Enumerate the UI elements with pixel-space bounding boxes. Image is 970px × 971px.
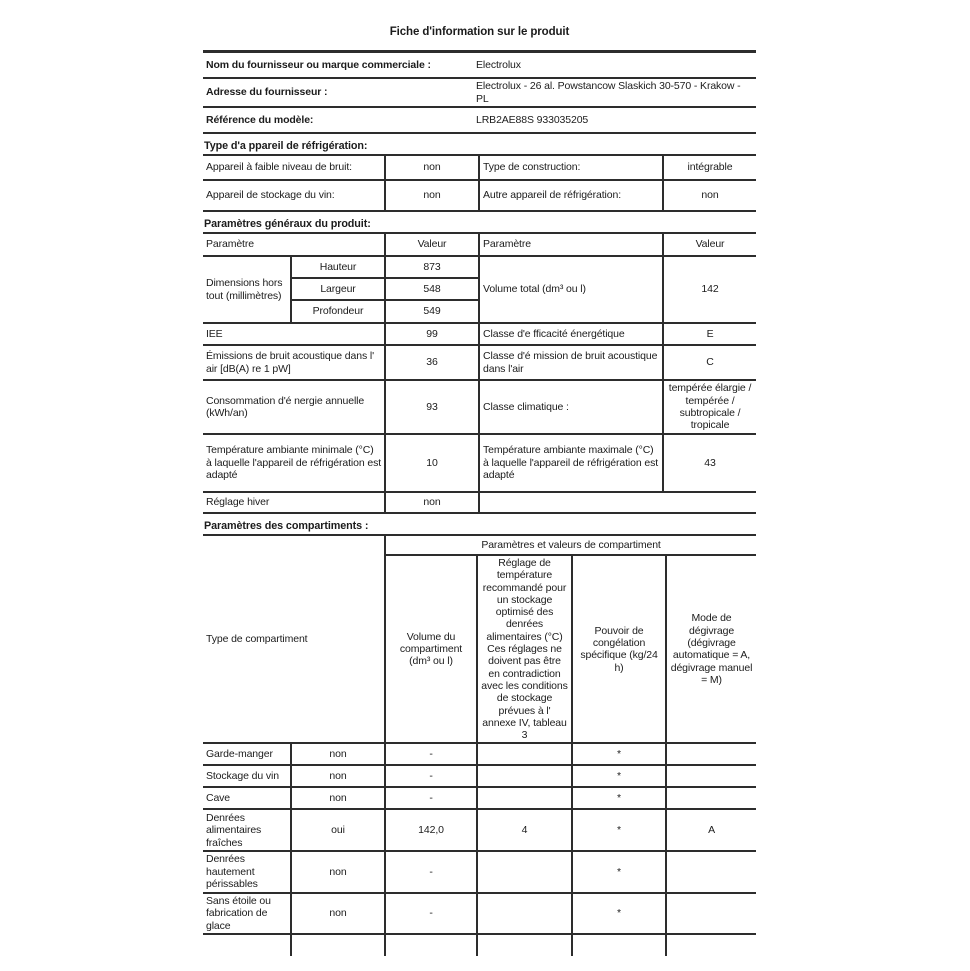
compartment-name-cell: Denrées hautement périssables bbox=[203, 851, 291, 893]
compartment-volume-cell: - bbox=[385, 893, 477, 935]
dimension-name-cell: Largeur bbox=[291, 278, 385, 300]
table-row bbox=[203, 851, 756, 893]
param-label-cell: Température ambiante maximale (°C) à laquelle l'appareil de réfrigération est adapté bbox=[479, 434, 663, 492]
compartment-defrost-cell bbox=[666, 765, 756, 787]
param-label-cell: Réglage hiver bbox=[203, 492, 385, 513]
supplier-info-table bbox=[203, 50, 756, 134]
dimension-name-cell: Profondeur bbox=[291, 300, 385, 323]
empty-cell bbox=[666, 934, 756, 956]
table-header-row bbox=[203, 535, 756, 555]
empty-cell bbox=[291, 934, 385, 956]
dimension-name-cell: Hauteur bbox=[291, 256, 385, 278]
empty-cell bbox=[477, 934, 572, 956]
appliance-type-table bbox=[203, 154, 756, 212]
compartments-table bbox=[203, 534, 756, 956]
compartment-volume-cell: - bbox=[385, 787, 477, 809]
general-parameters-table bbox=[203, 232, 756, 514]
table-row bbox=[203, 434, 756, 492]
compartment-volume-cell: - bbox=[385, 851, 477, 893]
param-label-cell: Émissions de bruit acoustique dans l' air [dB(A) re 1 pW] bbox=[203, 345, 385, 380]
model-reference-value: LRB2AE88S 933035205 bbox=[473, 107, 756, 133]
param-value-cell: E bbox=[663, 323, 756, 345]
volume-column-header-cell: Volume du compartiment (dm³ ou l) bbox=[385, 555, 477, 743]
temperature-setting-column-header-cell: Réglage de température recommandé pour un stockage optimisé des denrées alimentaires (°C) Ces réglages ne doivent pas être en contradiction avec les conditions de stockage prévues à l' annexe IV, tableau 3 bbox=[477, 555, 572, 743]
compartment-freezing-cell: * bbox=[572, 743, 666, 765]
compartment-present-cell: oui bbox=[291, 809, 385, 851]
table-row bbox=[203, 743, 756, 765]
table-header-row bbox=[203, 233, 756, 256]
table-row bbox=[203, 893, 756, 935]
compartment-name-cell: Cave bbox=[203, 787, 291, 809]
defrost-mode-column-header-cell: Mode de dégivrage (dégivrage automatique = A, dégivrage manuel = M) bbox=[666, 555, 756, 743]
dimensions-label-cell: Dimensions hors tout (millimètres) bbox=[203, 256, 291, 323]
empty-cell bbox=[203, 934, 291, 956]
compartment-present-cell: non bbox=[291, 765, 385, 787]
compartment-name-cell: Denrées alimentaires fraîches bbox=[203, 809, 291, 851]
compartment-freezing-cell: * bbox=[572, 765, 666, 787]
compartment-name-cell: Sans étoile ou fabrication de glace bbox=[203, 893, 291, 935]
compartment-defrost-cell: A bbox=[666, 809, 756, 851]
param-label-cell: Classe climatique : bbox=[479, 380, 663, 434]
compartment-freezing-cell: * bbox=[572, 787, 666, 809]
compartment-volume-cell: - bbox=[385, 765, 477, 787]
compartment-type-header-cell: Type de compartiment bbox=[203, 535, 385, 743]
table-row bbox=[203, 809, 756, 851]
compartment-name-cell: Garde-manger bbox=[203, 743, 291, 765]
param-label-cell: Classe d'e fficacité énergétique bbox=[479, 323, 663, 345]
table-row bbox=[203, 52, 756, 79]
compartment-temperature-cell bbox=[477, 765, 572, 787]
param-value-cell: non bbox=[663, 180, 756, 211]
compartment-name-cell: Stockage du vin bbox=[203, 765, 291, 787]
supplier-name-label: Nom du fournisseur ou marque commerciale : bbox=[203, 52, 473, 79]
volume-total-value-cell: 142 bbox=[663, 256, 756, 323]
param-value-cell: non bbox=[385, 492, 479, 513]
param-label-cell: Classe d'é mission de bruit acoustique dans l'air bbox=[479, 345, 663, 380]
compartment-freezing-cell: * bbox=[572, 893, 666, 935]
param-header-cell: Paramètre bbox=[479, 233, 663, 256]
param-value-cell: 10 bbox=[385, 434, 479, 492]
compartment-temperature-cell bbox=[477, 743, 572, 765]
table-row-partial bbox=[203, 934, 756, 956]
compartment-present-cell: non bbox=[291, 893, 385, 935]
table-row bbox=[203, 323, 756, 345]
supplier-name-value: Electrolux bbox=[473, 52, 756, 79]
param-value-cell: 36 bbox=[385, 345, 479, 380]
compartment-freezing-cell: * bbox=[572, 809, 666, 851]
value-header-cell: Valeur bbox=[385, 233, 479, 256]
param-label-cell: Consommation d'é nergie annuelle (kWh/an) bbox=[203, 380, 385, 434]
freezing-capacity-column-header-cell: Pouvoir de congélation spécifique (kg/24 h) bbox=[572, 555, 666, 743]
compartment-freezing-cell: * bbox=[572, 851, 666, 893]
compartment-temperature-cell: 4 bbox=[477, 809, 572, 851]
value-header-cell: Valeur bbox=[663, 233, 756, 256]
param-value-cell: non bbox=[385, 180, 479, 211]
param-value-cell: non bbox=[385, 155, 479, 180]
param-value-cell: 99 bbox=[385, 323, 479, 345]
empty-cell bbox=[572, 934, 666, 956]
compartment-defrost-cell bbox=[666, 743, 756, 765]
table-row bbox=[203, 180, 756, 211]
section-heading-parametres-compartiments: Paramètres des compartiments : bbox=[204, 520, 369, 532]
dimension-value-cell: 873 bbox=[385, 256, 479, 278]
param-value-cell: intégrable bbox=[663, 155, 756, 180]
param-label-cell: IEE bbox=[203, 323, 385, 345]
compartment-present-cell: non bbox=[291, 743, 385, 765]
param-value-cell: 93 bbox=[385, 380, 479, 434]
dimension-value-cell: 548 bbox=[385, 278, 479, 300]
compartment-present-cell: non bbox=[291, 787, 385, 809]
table-row bbox=[203, 787, 756, 809]
section-heading-type-appareil: Type d'a ppareil de réfrigération: bbox=[204, 140, 368, 152]
param-value-cell: 43 bbox=[663, 434, 756, 492]
volume-total-label-cell: Volume total (dm³ ou l) bbox=[479, 256, 663, 323]
table-row bbox=[203, 380, 756, 434]
supplier-address-value: Electrolux - 26 al. Powstancow Slaskich 30-570 - Krakow - PL bbox=[473, 78, 756, 107]
compartment-temperature-cell bbox=[477, 787, 572, 809]
compartment-defrost-cell bbox=[666, 893, 756, 935]
table-row bbox=[203, 345, 756, 380]
supplier-address-label: Adresse du fournisseur : bbox=[203, 78, 473, 107]
section-heading-parametres-generaux: Paramètres généraux du produit: bbox=[204, 218, 371, 230]
table-row bbox=[203, 155, 756, 180]
compartment-present-cell: non bbox=[291, 851, 385, 893]
empty-cell bbox=[479, 492, 756, 513]
compartment-defrost-cell bbox=[666, 787, 756, 809]
empty-cell bbox=[385, 934, 477, 956]
compartment-params-header-cell: Paramètres et valeurs de compartiment bbox=[385, 535, 756, 555]
param-label-cell: Autre appareil de réfrigération: bbox=[479, 180, 663, 211]
compartment-temperature-cell bbox=[477, 851, 572, 893]
page-title: Fiche d'information sur le produit bbox=[389, 26, 570, 38]
dimension-value-cell: 549 bbox=[385, 300, 479, 323]
compartment-volume-cell: 142,0 bbox=[385, 809, 477, 851]
compartment-temperature-cell bbox=[477, 893, 572, 935]
model-reference-label: Référence du modèle: bbox=[203, 107, 473, 133]
compartment-defrost-cell bbox=[666, 851, 756, 893]
table-row bbox=[203, 78, 756, 107]
table-row bbox=[203, 492, 756, 513]
compartment-volume-cell: - bbox=[385, 743, 477, 765]
param-label-cell: Type de construction: bbox=[479, 155, 663, 180]
product-information-sheet bbox=[203, 0, 756, 956]
param-header-cell: Paramètre bbox=[203, 233, 385, 256]
param-label-cell: Appareil à faible niveau de bruit: bbox=[203, 155, 385, 180]
climate-class-value-cell: tempérée élargie / tempérée / subtropicale / tropicale bbox=[663, 380, 756, 434]
param-label-cell: Appareil de stockage du vin: bbox=[203, 180, 385, 211]
table-row bbox=[203, 765, 756, 787]
param-value-cell: C bbox=[663, 345, 756, 380]
table-row bbox=[203, 256, 756, 278]
param-label-cell: Température ambiante minimale (°C) à laquelle l'appareil de réfrigération est adapté bbox=[203, 434, 385, 492]
table-row bbox=[203, 107, 756, 133]
